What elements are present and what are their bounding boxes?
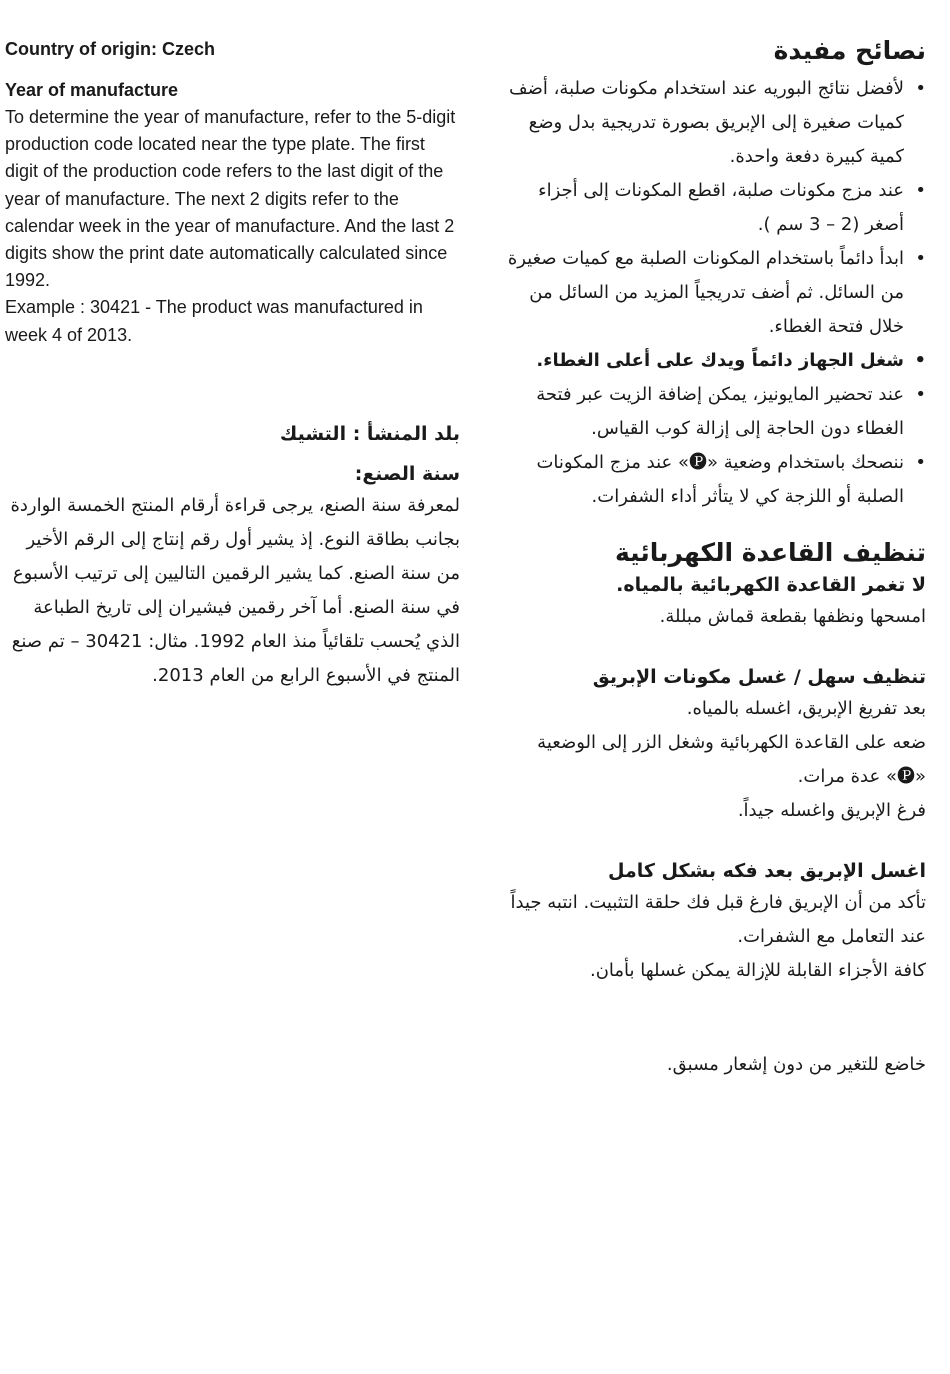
change-notice: خاضع للتغير من دون إشعار مسبق.: [666, 1054, 926, 1075]
year-body-en: To determine the year of manufacture, refer to the 5-digit production code located near the type plate. The first digit of the production code refers to the last digit of the year of manufacture. The next 2 digits refer to the calendar week in the year of manufacture. And the last 2 digits show the print date automatically calculated since 1992.: [5, 107, 456, 291]
arabic-origin-section: [5, 419, 460, 693]
year-heading-en: Year of manufacture: [5, 80, 179, 100]
tip-item: • عند تحضير المايونيز، يمكن إضافة الزيت عبر فتحة الغطاء دون الحاجة إلى إزالة كوب القياس.: [498, 378, 926, 446]
year-heading-ar: سنة الصنع:: [354, 462, 460, 485]
tips-heading: نصائح مفيدة: [773, 36, 926, 65]
full-wash-line-2: كافة الأجزاء القابلة للإزالة يمكن غسلها بأمان.: [589, 960, 926, 981]
tip-item: • عند مزج مكونات صلبة، اقطع المكونات إلى أجزاء أصغر (2 – 3 سم ).: [498, 174, 926, 242]
base-cleaning-body: امسحها ونظفها بقطعة قماش مبللة.: [659, 606, 926, 627]
base-cleaning-warning: لا تغمر القاعدة الكهربائية بالمياه.: [616, 574, 926, 596]
left-column: [5, 36, 460, 693]
bullet-icon: •: [915, 452, 926, 473]
year-body-ar: لمعرفة سنة الصنع، يرجى قراءة أرقام المنتج الخمسة الواردة بجانب بطاقة النوع. إذ يشير أول رقم إنتاج إلى الرقم الأخير من سنة الصنع. كما يشير الرقمين التاليين إلى ترتيب الأسبوع في سنة الصنع. أما آخر رقمين فيشيران إلى تاريخ الطباعة الذي يُحسب تلقائياً منذ العام 1992. مثال: 30421 – تم صنع المنتج في الأسبوع الرابع من العام 2013.: [10, 494, 460, 686]
example-en: Example : 30421 - The product was manufactured in week 4 of 2013.: [5, 297, 423, 345]
easy-clean-heading: تنظيف سهل / غسل مكونات الإبريق: [592, 666, 926, 688]
tip-item-important: • شغل الجهاز دائماً ويدك على أعلى الغطاء.: [498, 344, 926, 378]
bullet-icon: •: [915, 78, 926, 99]
tips-list: [498, 72, 926, 514]
country-of-origin-en: Country of origin: Czech: [5, 39, 215, 59]
easy-clean-line-3: فرغ الإبريق واغسله جيداً.: [737, 800, 926, 821]
tip-item: • ابدأ دائماً باستخدام المكونات الصلبة مع كميات صغيرة من السائل. ثم أضف تدريجياً المزيد من السائل من خلال فتحة الغطاء.: [498, 242, 926, 344]
full-wash-heading: اغسل الإبريق بعد فكه بشكل كامل: [608, 860, 926, 882]
bullet-icon: •: [915, 248, 926, 269]
full-wash-line-1: تأكد من أن الإبريق فارغ قبل فك حلقة التثبيت. انتبه جيداً عند التعامل مع الشفرات.: [510, 892, 926, 947]
easy-clean-line-1: بعد تفريغ الإبريق، اغسله بالمياه.: [686, 698, 926, 719]
tip-item: • ننصحك باستخدام وضعية «🅟» عند مزج المكونات الصلبة أو اللزجة كي لا يتأثر أداء الشفرات.: [498, 446, 926, 514]
bullet-icon: •: [915, 384, 926, 405]
easy-clean-line-2: ضعه على القاعدة الكهربائية وشغل الزر إلى الوضعية «🅟» عدة مرات.: [537, 732, 926, 787]
bullet-icon: •: [914, 350, 926, 371]
country-of-origin-ar: بلد المنشأ : التشيك: [279, 422, 460, 445]
bullet-icon: •: [915, 180, 926, 201]
right-column: [498, 34, 926, 1082]
base-cleaning-heading: تنظيف القاعدة الكهربائية: [614, 538, 926, 567]
tip-item: • لأفضل نتائج البوريه عند استخدام مكونات صلبة، أضف كميات صغيرة إلى الإبريق بصورة تدريجية بدل وضع كمية كبيرة دفعة واحدة.: [498, 72, 926, 174]
